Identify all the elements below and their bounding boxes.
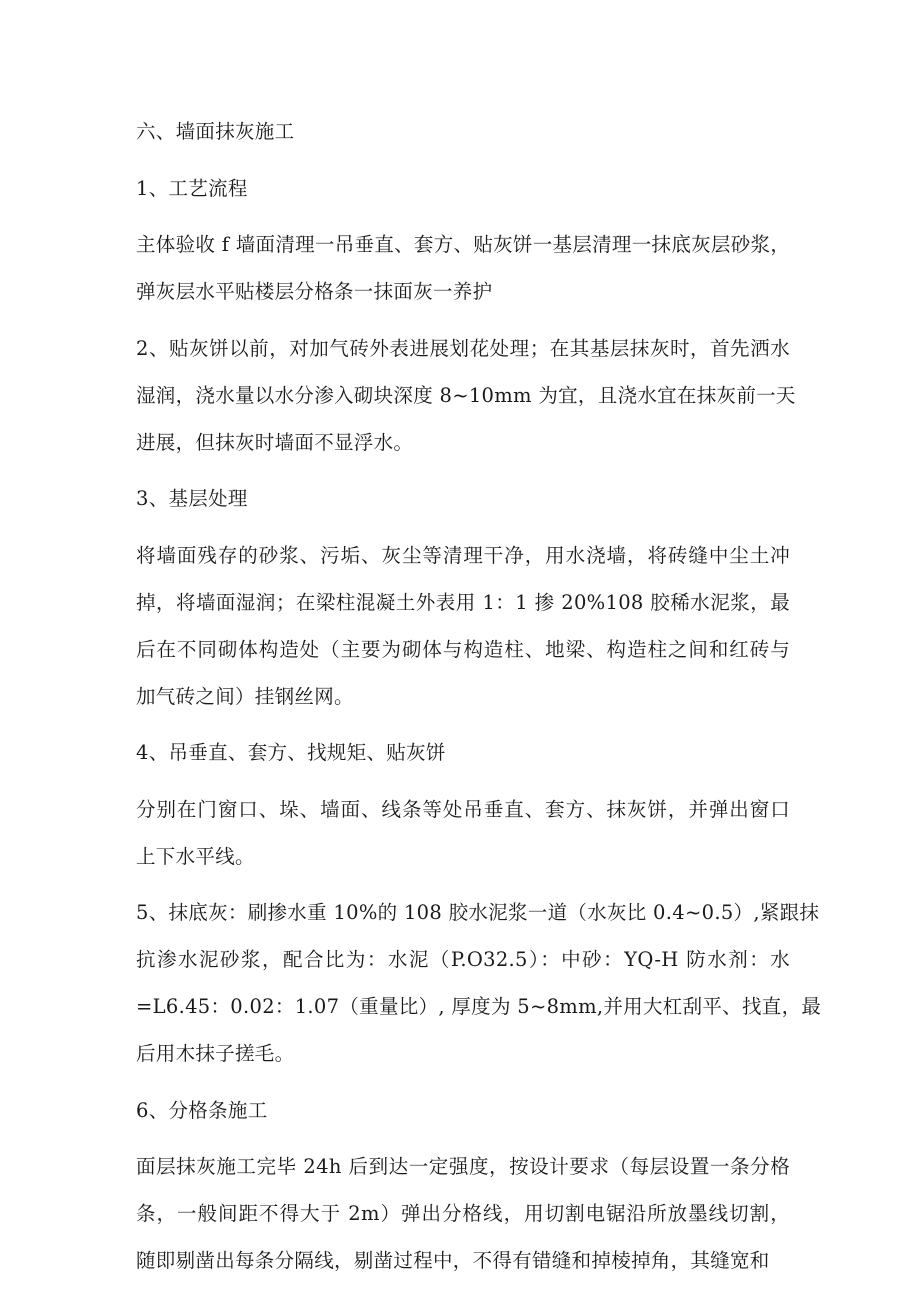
body-paragraph [136, 325, 796, 466]
section-heading [136, 108, 790, 155]
section-heading [136, 475, 790, 522]
text-line: =L6.45：0.02：1.07（重量比）, 厚度为 5~8mm,并用大杠刮平、找直，最 [136, 995, 822, 1018]
text-line: 5、抹底灰：刷掺水重 10%的 108 胶水泥浆一道（水灰比 0.4~0.5）,紧跟抹 [136, 901, 820, 924]
text-line: 将墙面残存的砂浆、污垢、灰尘等清理干净，用水浇墙，将砖缝中尘土冲 [136, 543, 790, 567]
section-heading [136, 729, 790, 776]
text-line: 六、墙面抹灰施工 [136, 120, 295, 143]
body-paragraph [136, 221, 790, 315]
text-line: 6、分格条施工 [136, 1098, 268, 1122]
text-line: 抗渗水泥砂浆，配合比为：水泥（P.O32.5）：中砂：YQ-H 防水剂：水 [136, 948, 790, 971]
text-line: 4、吊垂直、套方、找规矩、贴灰饼 [136, 741, 446, 764]
text-line: 后在不同砌体构造处（主要为砌体与构造柱、地梁、构造柱之间和红砖与 [136, 637, 790, 661]
text-line: 进展，但抹灰时墙面不显浮水。 [136, 430, 414, 454]
text-line: 随即剔凿出每条分隔线，剔凿过程中，不得有错缝和掉棱掉角，其缝宽和 [136, 1249, 770, 1272]
text-line: 弹灰层水平贴楼层分格条一抹面灰一养护 [136, 280, 493, 303]
text-line: 分别在门窗口、垛、墙面、线条等处吊垂直、套方、抹灰饼，并弹出窗口 [136, 797, 790, 821]
text-line: 湿润，浇水量以水分渗入砌块深度 8~10mm 为宜，且浇水宜在抹灰前一天 [136, 383, 796, 407]
section-heading [136, 1087, 790, 1134]
body-paragraph [136, 532, 790, 720]
text-line: 2、贴灰饼以前，对加气砖外表进展划花处理；在其基层抹灰时，首先洒水 [136, 336, 790, 360]
text-line: 掉，将墙面湿润；在梁柱混凝土外表用 1：1 掺 20%108 胶稀水泥浆，最 [136, 590, 790, 614]
document-body [136, 108, 822, 1294]
text-line: 上下水平线。 [136, 844, 255, 868]
text-line: 主体验收 f 墙面清理一吊垂直、套方、贴灰饼一基层清理一抹底灰层砂浆， [136, 233, 791, 256]
section-heading [136, 165, 790, 212]
text-line: 面层抹灰施工完毕 24h 后到达一定强度，按设计要求（每层设置一条分格 [136, 1155, 790, 1178]
text-line: 后用木抹子搓毛。 [136, 1042, 295, 1065]
body-paragraph [136, 889, 822, 1077]
body-paragraph [136, 1143, 790, 1284]
text-line: 1、工艺流程 [136, 176, 248, 200]
body-paragraph [136, 786, 790, 880]
text-line: 加气砖之间）挂钢丝网。 [136, 684, 354, 708]
text-line: 条，一般间距不得大于 2m）弹出分格线，用切割电锯沿所放墨线切割， [136, 1202, 790, 1225]
text-line: 3、基层处理 [136, 487, 248, 510]
